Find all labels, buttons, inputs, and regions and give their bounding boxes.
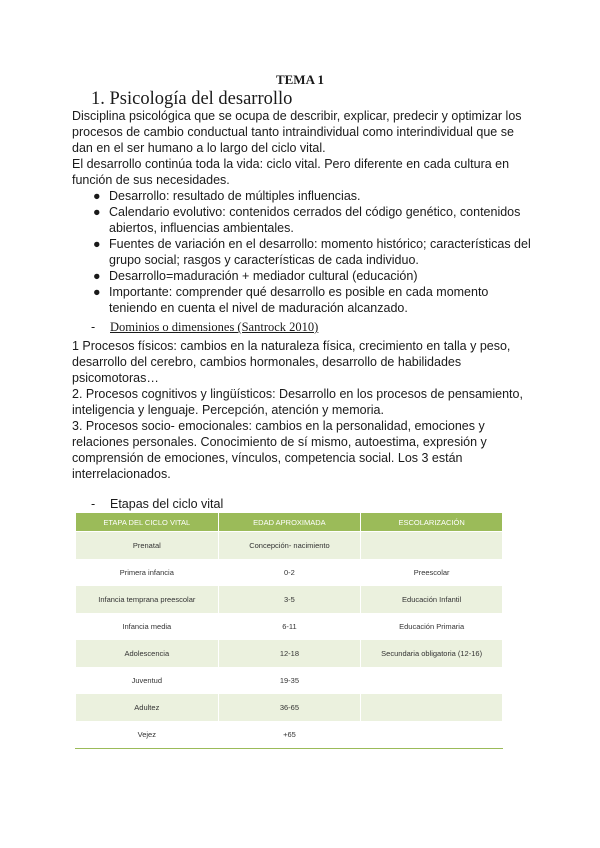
bullet-icon: ●: [93, 189, 101, 203]
edad-cell: 19-35: [218, 667, 361, 694]
etapa-cell: Adultez: [76, 694, 219, 721]
list-item: ● Fuentes de variación en el desarrollo: momento histórico; características del grupo social; rasgos y características de cada individuo.: [93, 237, 531, 267]
escolarizacion-cell: [361, 532, 503, 560]
edad-cell: Concepción- nacimiento: [218, 532, 361, 560]
escolarizacion-cell: Educación Infantil: [361, 586, 503, 613]
list-item: ● Desarrollo: resultado de múltiples influencias.: [93, 189, 361, 203]
table-row: [76, 532, 503, 560]
bullet-icon: ●: [93, 269, 101, 283]
edad-cell: 36-65: [218, 694, 361, 721]
header-edad: EDAD APROXIMADA: [218, 513, 361, 532]
escolarizacion-cell: [361, 667, 503, 694]
bullet-icon: ●: [93, 237, 101, 251]
table-row: [76, 667, 503, 694]
lifespan-paragraph: El desarrollo continúa toda la vida: ciclo vital. Pero diferente en cada cultura en función de sus necesidades.: [72, 157, 510, 187]
list-item: ● Desarrollo=maduración + mediador cultural (educación): [93, 269, 418, 283]
bullet-icon: ●: [93, 205, 101, 219]
table-row: [76, 640, 503, 667]
etapa-cell: Adolescencia: [76, 640, 219, 667]
principles-list: [72, 188, 532, 316]
edad-cell: +65: [218, 721, 361, 749]
list-item: ● Importante: comprender qué desarrollo es posible en cada momento teniendo en cuenta el nivel de maduración alcanzado.: [93, 285, 489, 315]
section-heading: 1. Psicología del desarrollo: [91, 89, 293, 109]
table-row: [76, 694, 503, 721]
dominio-fisico: 1 Procesos físicos: cambios en la naturaleza física, crecimiento en talla y peso, desarrollo del cerebro, cambios hormonales, desarrollo de habilidades psicomotoras…: [72, 339, 511, 385]
tema-title: TEMA 1: [275, 72, 325, 87]
dominios-heading: Dominios o dimensiones (Santrock 2010): [110, 320, 319, 334]
dominio-socioemocional: 3. Procesos socio- emocionales: cambios en la personalidad, emociones y relaciones personales. Conocimiento de sí mismo, autoestima, expresión y comprensión de emociones, vínculos, competencia social. Los 3 están interrelacionados.: [72, 419, 487, 481]
table-row: [76, 613, 503, 640]
table-row: [76, 559, 503, 586]
etapa-cell: Primera infancia: [76, 559, 219, 586]
table-header-row: [76, 513, 503, 532]
etapa-cell: Infancia media: [76, 613, 219, 640]
edad-cell: 12-18: [218, 640, 361, 667]
etapa-cell: Infancia temprana preescolar: [76, 586, 219, 613]
header-escolarizacion: ESCOLARIZACIÓN: [361, 513, 503, 532]
escolarizacion-cell: Secundaria obligatoria (12-16): [361, 640, 503, 667]
etapa-cell: Juventud: [76, 667, 219, 694]
etapa-cell: Prenatal: [76, 532, 219, 560]
escolarizacion-cell: Educación Primaria: [361, 613, 503, 640]
dash-icon: -: [91, 320, 96, 334]
dominio-cognitivo: 2. Procesos cognitivos y lingüísticos: Desarrollo en los procesos de pensamiento, inteligencia y lenguaje. Percepción, atención y memoria.: [72, 387, 523, 417]
edad-cell: 0-2: [218, 559, 361, 586]
table-row: [76, 586, 503, 613]
etapas-table: [75, 512, 503, 749]
etapas-heading: Etapas del ciclo vital: [110, 497, 224, 511]
edad-cell: 6-11: [218, 613, 361, 640]
escolarizacion-cell: Preescolar: [361, 559, 503, 586]
header-etapa: ETAPA DEL CICLO VITAL: [76, 513, 219, 532]
bullet-icon: ●: [93, 285, 101, 299]
table-row: [76, 721, 503, 749]
escolarizacion-cell: [361, 694, 503, 721]
list-item: ● Calendario evolutivo: contenidos cerrados del código genético, contenidos abiertos, influencias ambientales.: [93, 205, 521, 235]
etapa-cell: Vejez: [76, 721, 219, 749]
escolarizacion-cell: [361, 721, 503, 749]
intro-paragraph: Disciplina psicológica que se ocupa de describir, explicar, predecir y optimizar los procesos de cambio conductual tanto intraindividual como interindividual que se dan en el ser humano a lo largo del ciclo vital.: [72, 109, 522, 155]
edad-cell: 3-5: [218, 586, 361, 613]
dash-icon: -: [91, 497, 96, 511]
